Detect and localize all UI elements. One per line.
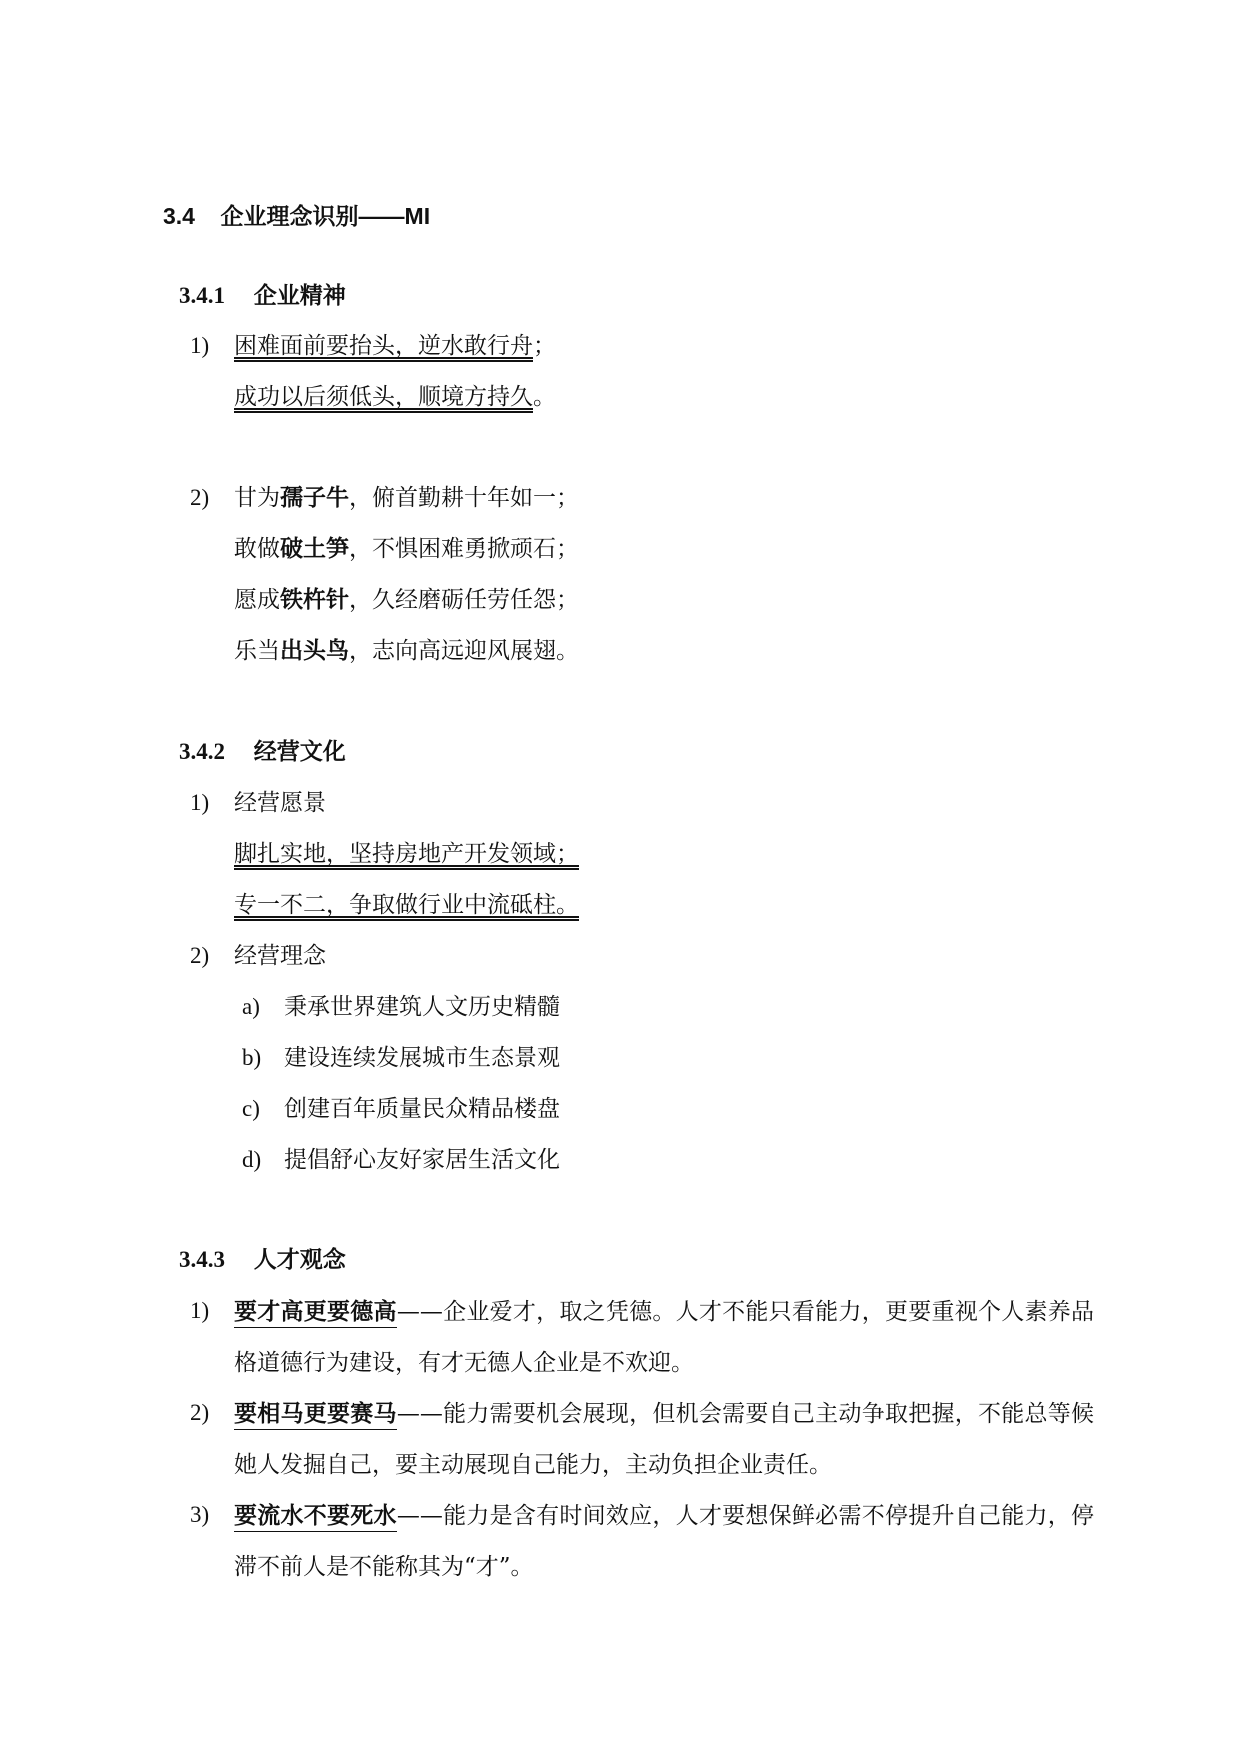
verse-bold: 出头鸟 (280, 637, 349, 664)
subsection-number: 3.4.2 (179, 739, 225, 764)
talent-item-text: ——能力是含有时间效应，人才要想保鲜必需不停提升自己能力，停滞不前人是不能称其为“才”。 (234, 1503, 1095, 1580)
verse-pre: 敢做 (234, 536, 280, 562)
talent-item-title: 要才高更要德高 (234, 1298, 397, 1328)
spirit-line-1-end: ； (533, 333, 556, 359)
spirit-line-1 (234, 331, 556, 361)
subsection-number: 3.4.1 (179, 283, 225, 308)
subsection-heading-talent (179, 1245, 346, 1275)
talent-item (234, 1388, 1094, 1491)
list-marker: 3) (190, 1502, 210, 1527)
spirit-line-1-text: 困难面前要抬头，逆水敢行舟 (234, 333, 533, 359)
list-marker: 2) (190, 943, 210, 968)
verse-line (234, 636, 579, 666)
spirit-line-2-end: 。 (533, 384, 556, 410)
philosophy-item: 秉承世界建筑人文历史精髓 (284, 994, 560, 1020)
philosophy-label: 经营理念 (234, 943, 326, 969)
verse-post: ，志向高远迎风展翅。 (349, 638, 579, 664)
talent-item-title: 要相马更要赛马 (234, 1400, 397, 1430)
sublist-marker: b) (242, 1045, 262, 1070)
verse-line (234, 483, 579, 513)
verse-post: ，俯首勤耕十年如一； (349, 485, 579, 511)
subsection-heading-business (179, 737, 346, 767)
vision-line-2-text: 专一不二，争取做行业中流砥柱。 (234, 892, 579, 918)
verse-pre: 甘为 (234, 485, 280, 511)
verse-pre: 愿成 (234, 587, 280, 613)
verse-line (234, 534, 579, 564)
list-marker: 2) (190, 1400, 210, 1425)
list-marker: 1) (190, 333, 210, 358)
philosophy-item: 创建百年质量民众精品楼盘 (284, 1096, 560, 1122)
spirit-line-2-text: 成功以后须低头，顺境方持久 (234, 384, 533, 410)
vision-label: 经营愿景 (234, 790, 326, 816)
philosophy-item: 建设连续发展城市生态景观 (284, 1045, 560, 1071)
subsection-title: 人才观念 (253, 1247, 346, 1272)
section-number: 3.4 (163, 203, 195, 229)
talent-item-title: 要流水不要死水 (234, 1502, 397, 1532)
verse-post: ，不惧困难勇掀顽石； (349, 536, 579, 562)
talent-item (234, 1286, 1094, 1389)
verse-post: ，久经磨砺任劳任怨； (349, 587, 579, 613)
vision-line-2 (234, 890, 579, 920)
verse-bold: 孺子牛 (280, 484, 349, 511)
sublist-marker: a) (242, 994, 260, 1019)
section-heading (163, 201, 430, 231)
subsection-title: 企业精神 (253, 283, 346, 308)
vision-line-1-text: 脚扎实地，坚持房地产开发领域； (234, 841, 579, 867)
subsection-number: 3.4.3 (179, 1247, 225, 1272)
subsection-title: 经营文化 (253, 739, 346, 764)
spirit-line-2 (234, 382, 556, 412)
subsection-heading-spirit (179, 281, 346, 311)
list-marker: 1) (190, 790, 210, 815)
verse-bold: 铁杵针 (280, 586, 349, 613)
vision-line-1 (234, 839, 579, 869)
talent-item-text: ——企业爱才，取之凭德。人才不能只看能力，更要重视个人素养品格道德行为建设，有才无德人企业是不欢迎。 (234, 1299, 1095, 1376)
talent-item-text: ——能力需要机会展现，但机会需要自己主动争取把握，不能总等候她人发掘自己，要主动展现自己能力，主动负担企业责任。 (234, 1401, 1095, 1478)
verse-pre: 乐当 (234, 638, 280, 664)
verse-bold: 破土笋 (280, 535, 349, 562)
sublist-marker: d) (242, 1147, 262, 1172)
philosophy-item: 提倡舒心友好家居生活文化 (284, 1147, 560, 1173)
sublist-marker: c) (242, 1096, 260, 1121)
section-title: 企业理念识别——MI (220, 203, 431, 229)
verse-line (234, 585, 579, 615)
list-marker: 2) (190, 485, 210, 510)
list-marker: 1) (190, 1298, 210, 1323)
talent-item (234, 1490, 1094, 1593)
